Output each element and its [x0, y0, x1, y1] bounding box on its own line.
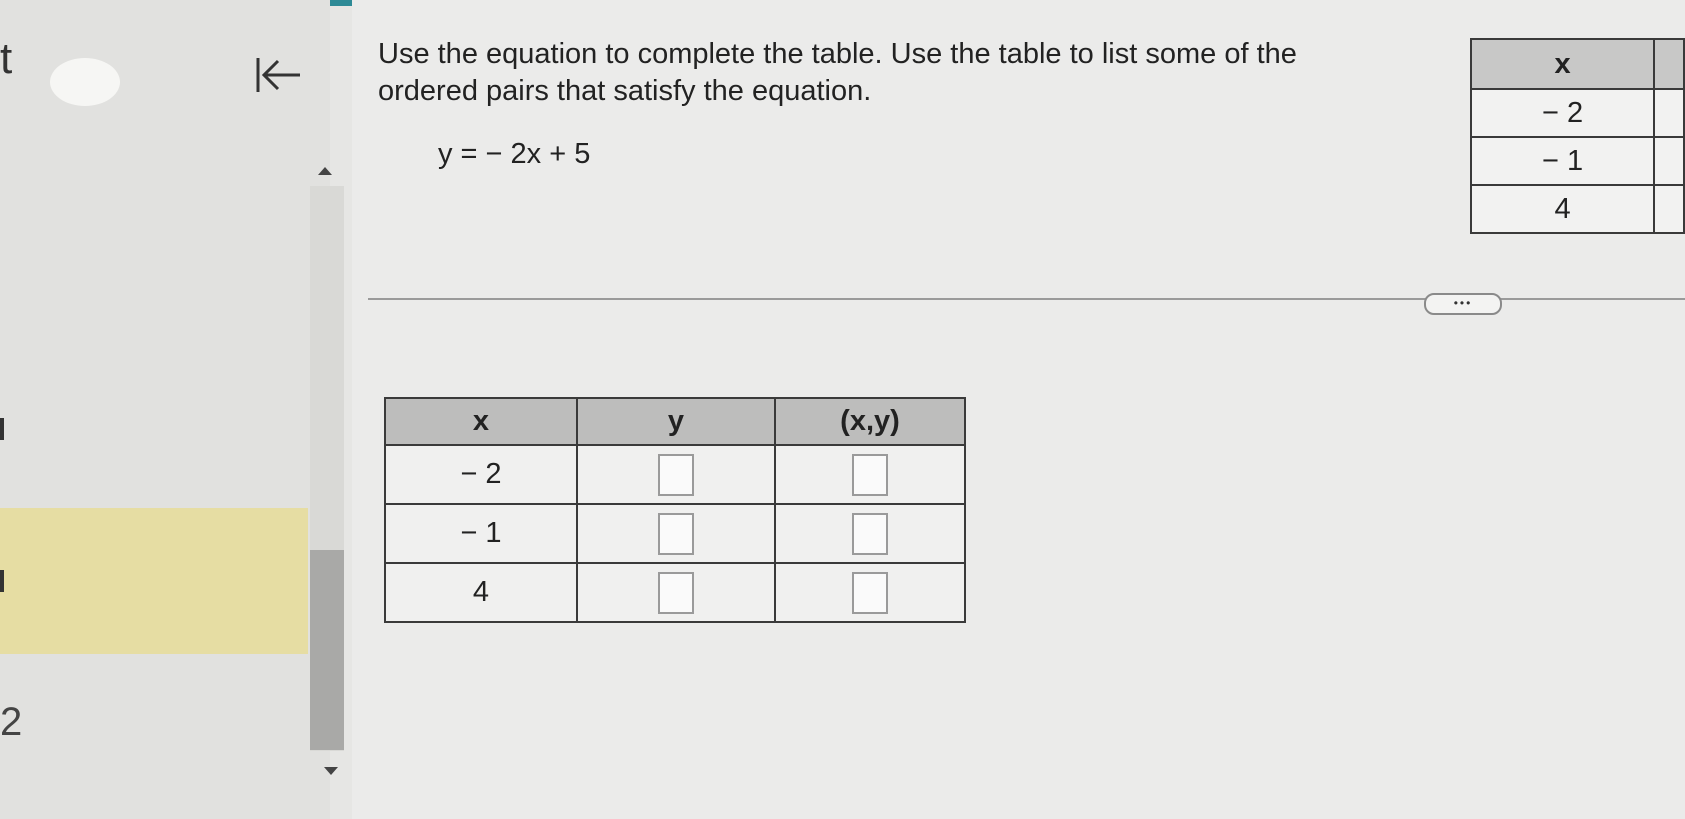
x-value: 4 [1471, 185, 1654, 233]
table-header-row [1471, 39, 1684, 89]
answer-table [384, 397, 966, 623]
left-panel-digit: 2 [0, 700, 23, 744]
cell-stub [1654, 89, 1684, 137]
y-answer-input[interactable] [658, 513, 694, 555]
table-header-row [385, 398, 965, 445]
left-edge-mark [0, 570, 4, 592]
table-row [1471, 185, 1684, 233]
question-instructions: Use the equation to complete the table. Use the table to list some of the ordered pairs that satisfy the equation. [378, 38, 1297, 107]
scrollbar-thumb[interactable] [310, 550, 344, 750]
left-panel [0, 0, 330, 819]
pair-answer-input[interactable] [852, 454, 888, 496]
column-header-stub [1654, 39, 1684, 89]
more-button[interactable]: ••• [1424, 293, 1502, 315]
collapse-panel-button[interactable] [250, 50, 310, 100]
collapse-left-icon [250, 50, 310, 100]
y-cell [577, 445, 775, 504]
column-header-x: x [385, 398, 577, 445]
left-panel-letter: t [0, 34, 13, 83]
x-value: − 1 [1471, 137, 1654, 185]
column-header-x: x [1471, 39, 1654, 89]
table-row [385, 563, 965, 622]
highlighted-item[interactable] [0, 508, 308, 654]
y-answer-input[interactable] [658, 572, 694, 614]
x-value: − 1 [385, 504, 577, 563]
scroll-down-arrow-icon[interactable] [324, 767, 338, 775]
column-header-pair: (x,y) [775, 398, 965, 445]
table-row [1471, 89, 1684, 137]
x-value: 4 [385, 563, 577, 622]
table-row [385, 445, 965, 504]
table-row [385, 504, 965, 563]
left-edge-mark [0, 418, 4, 440]
cell-stub [1654, 137, 1684, 185]
y-answer-input[interactable] [658, 454, 694, 496]
pair-cell [775, 563, 965, 622]
glare-spot [50, 58, 120, 106]
pair-cell [775, 445, 965, 504]
column-header-y: y [577, 398, 775, 445]
y-cell [577, 563, 775, 622]
pair-cell [775, 504, 965, 563]
x-value: − 2 [1471, 89, 1654, 137]
equation: y = − 2x + 5 [438, 138, 591, 170]
y-cell [577, 504, 775, 563]
cell-stub [1654, 185, 1684, 233]
scroll-up-arrow-icon[interactable] [318, 167, 332, 175]
pair-answer-input[interactable] [852, 572, 888, 614]
x-value: − 2 [385, 445, 577, 504]
reference-table [1470, 38, 1685, 234]
table-row [1471, 137, 1684, 185]
pair-answer-input[interactable] [852, 513, 888, 555]
